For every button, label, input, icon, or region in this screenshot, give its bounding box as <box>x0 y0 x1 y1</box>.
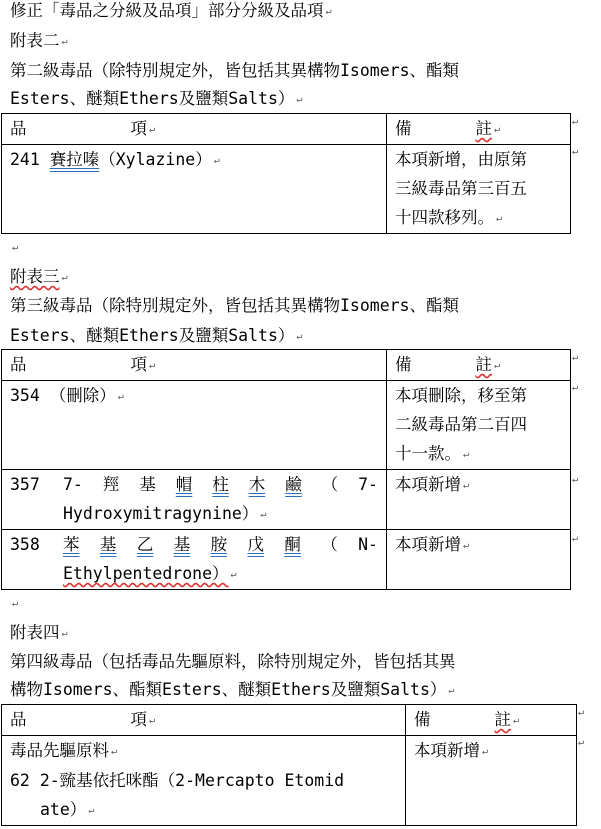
table-header-row <box>2 705 577 736</box>
item-cell: 357 7- 羥 基 帽 柱 木 鹼 （ 7- Hydroxymitragynine） ↵ <box>2 470 387 530</box>
item-cell: 毒品先驅原料 ↵ 62 2-巰基依托咪酯（2-Mercapto Etomid ate） ↵ <box>2 736 406 826</box>
col-header-item: 品 項 ↵ <box>2 114 387 145</box>
empty-paragraph: ↵ <box>12 241 19 253</box>
col-header-item: 品 項 ↵ <box>2 705 406 736</box>
note-cell: 本項新增，由原第 三級毒品第三百五 十四款移列。 ↵ <box>387 145 571 234</box>
table-row <box>2 145 571 234</box>
attach3-heading: 附表三 ↵ <box>10 267 68 286</box>
note-cell: 本項新增 ↵ <box>387 470 571 530</box>
row-end-mark-icon: ↵ <box>578 707 585 718</box>
row-end-mark-icon: ↵ <box>572 533 579 544</box>
item-cell: 358 苯 基 乙 基 胺 戊 酮 （ N- Ethylpentedrone） ↵ <box>2 530 387 590</box>
paragraph-mark-icon: ↵ <box>61 627 68 639</box>
item-cell: 354 （刪除） ↵ <box>2 381 387 470</box>
attach4-desc-line1: 第四級毒品（包括毒品先驅原料，除特別規定外，皆包括其異 <box>10 652 456 671</box>
paragraph-mark-icon: ↵ <box>61 271 68 283</box>
page-title: 修正「毒品之分級及品項」部分分級及品項 ↵ <box>10 1 332 20</box>
paragraph-mark-icon: ↵ <box>296 93 303 105</box>
paragraph-mark-icon: ↵ <box>61 35 68 47</box>
paragraph-mark-icon: ↵ <box>325 5 332 17</box>
paragraph-mark-icon: ↵ <box>296 330 303 342</box>
col-header-note: 備 註 ↵ <box>406 705 577 736</box>
paragraph-mark-icon: ↵ <box>448 684 455 696</box>
row-end-mark-icon: ↵ <box>572 116 579 127</box>
note-cell: 本項新增 ↵ <box>406 736 577 826</box>
attach3-desc-line1: 第三級毒品（除特別規定外，皆包括其異構物Isomers、酯類 <box>10 296 460 315</box>
note-cell: 本項新增 ↵ <box>387 530 571 590</box>
row-end-mark-icon: ↵ <box>572 352 579 363</box>
attach3-desc-line2: Esters、醚類Ethers及鹽類Salts） ↵ <box>10 326 303 345</box>
row-end-mark-icon: ↵ <box>572 382 579 393</box>
attach3-table <box>1 349 571 590</box>
row-end-mark-icon: ↵ <box>572 474 579 485</box>
attach2-heading: 附表二 ↵ <box>10 31 68 50</box>
row-end-mark-icon: ↵ <box>578 737 585 748</box>
attach4-table <box>1 704 577 826</box>
table-row <box>2 381 571 470</box>
note-cell: 本項刪除，移至第 二級毒品第二百四 十一款。 ↵ <box>387 381 571 470</box>
table-row <box>2 530 571 590</box>
empty-paragraph: ↵ <box>12 597 19 609</box>
attach4-heading: 附表四 ↵ <box>10 623 68 642</box>
item-name-line1: 7- 羥 基 帽 柱 木 鹼 （ 7- <box>63 475 378 494</box>
attach4-desc-line2: 構物Isomers、酯類Esters、醚類Ethers及鹽類Salts） ↵ <box>10 680 455 699</box>
table-header-row <box>2 350 571 381</box>
attach2-desc-line2: Esters、醚類Ethers及鹽類Salts） ↵ <box>10 89 303 108</box>
attach2-table <box>1 113 571 234</box>
table-row <box>2 470 571 530</box>
attach2-desc-line1: 第二級毒品（除特別規定外，皆包括其異構物Isomers、酯類 <box>10 61 460 80</box>
col-header-note: 備 註 ↵ <box>387 114 571 145</box>
table-row <box>2 736 577 826</box>
item-cell: 241 賽拉嗪（Xylazine） ↵ <box>2 145 387 234</box>
table-header-row <box>2 114 571 145</box>
col-header-note: 備 註 ↵ <box>387 350 571 381</box>
col-header-item: 品 項 ↵ <box>2 350 387 381</box>
item-name-line1: 苯 基 乙 基 胺 戊 酮 （ N- <box>63 535 378 554</box>
row-end-mark-icon: ↵ <box>572 146 579 157</box>
